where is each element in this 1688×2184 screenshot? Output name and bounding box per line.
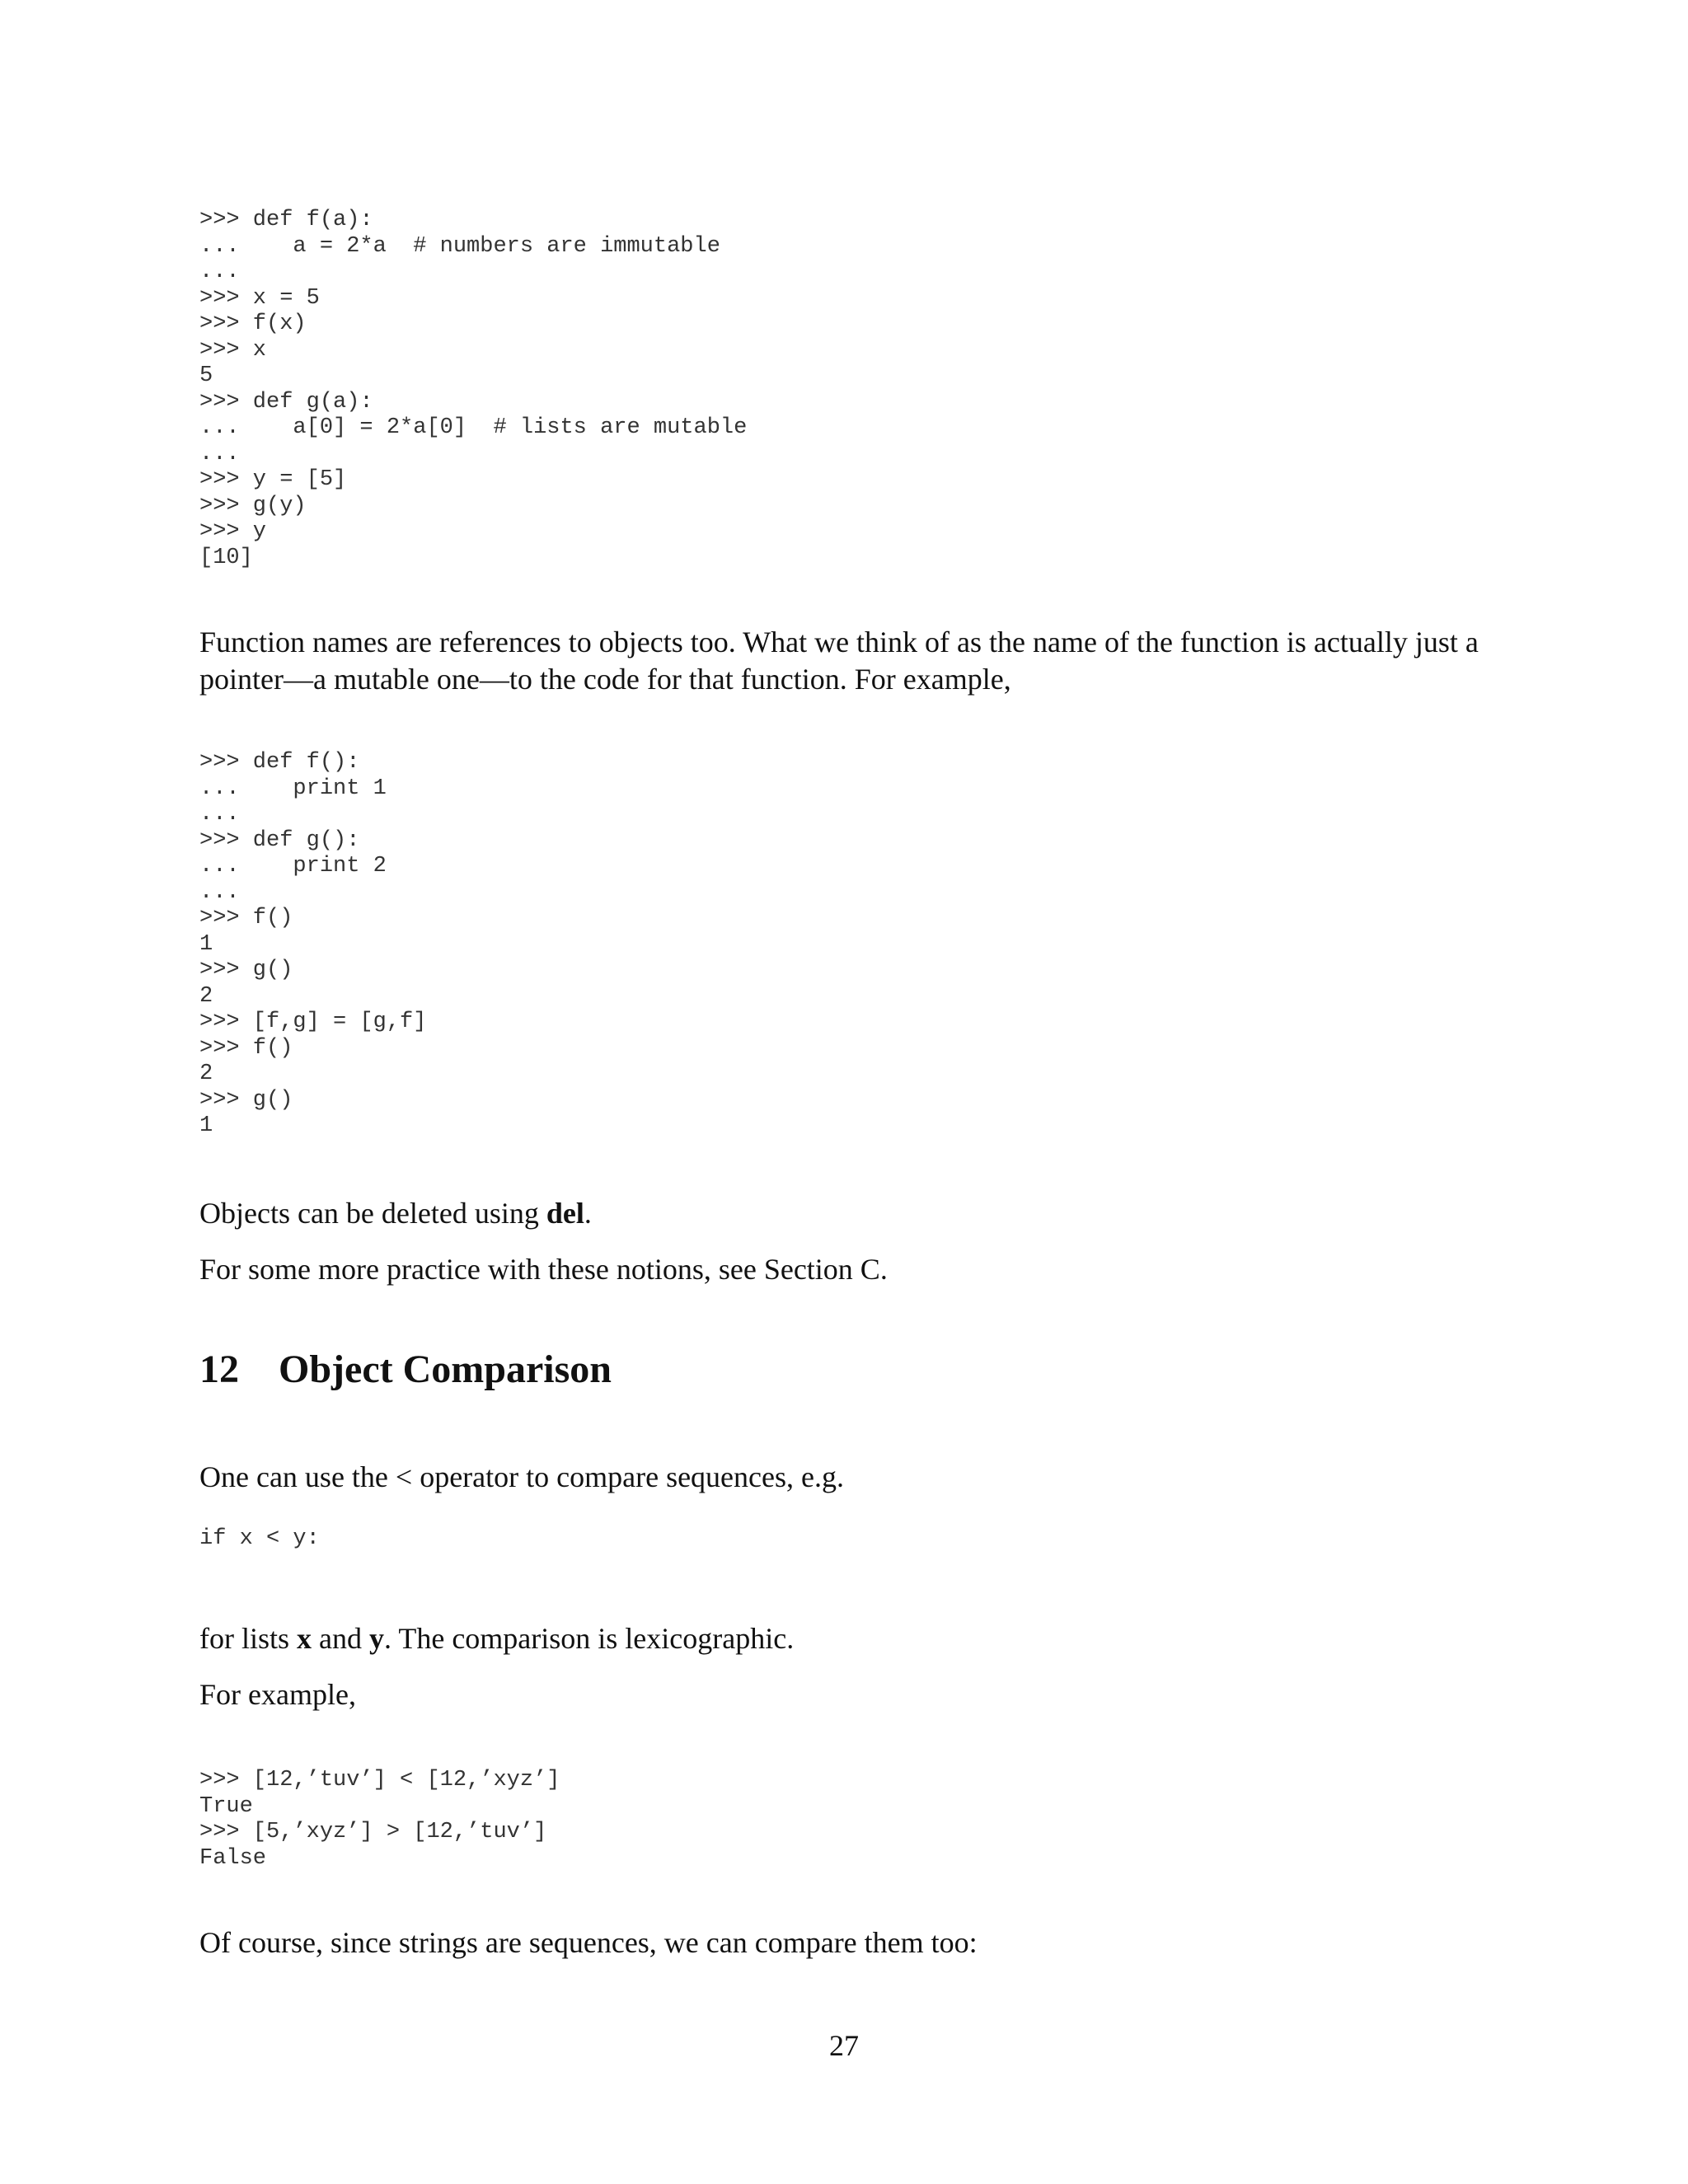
paragraph-lists-text: for lists — [199, 1622, 298, 1655]
code-line: >>> def f(a): — [199, 208, 373, 232]
page-number: 27 — [829, 2029, 859, 2062]
code-block-list-comparison — [199, 1768, 560, 1872]
section-heading — [199, 1345, 612, 1394]
paragraph-for-example: For example, — [199, 1678, 356, 1711]
code-line: >>> def g(a): — [199, 389, 373, 415]
section-title: Object Comparison — [279, 1347, 612, 1391]
code-line: >>> def g(): — [199, 827, 360, 853]
code-line: >>> f() — [199, 906, 293, 930]
code-block-mutability — [199, 208, 747, 571]
code-line: if x < y: — [199, 1526, 320, 1551]
code-line: >>> g() — [199, 958, 293, 982]
code-line: 5 — [199, 363, 213, 388]
code-line: [10] — [199, 545, 253, 570]
code-line: ... print 2 — [199, 854, 387, 879]
code-line: ... — [199, 802, 240, 827]
code-line: >>> x = 5 — [199, 285, 320, 311]
paragraph-function-names: Function names are references to objects too. What we think of as the name of the function is actually just a pointer—a mutable one—to the code for that function. For example, — [199, 626, 1479, 696]
code-line: 2 — [199, 983, 213, 1009]
paragraph-lists-middle: and — [312, 1622, 369, 1655]
code-line: 1 — [199, 931, 213, 957]
code-line: >>> x — [199, 337, 267, 363]
code-line: 2 — [199, 1062, 213, 1086]
code-line: ... — [199, 260, 240, 284]
del-keyword: del — [546, 1197, 584, 1230]
paragraph-del-text: Objects can be deleted using — [199, 1197, 546, 1230]
code-line: >>> y — [199, 519, 267, 544]
code-line: False — [199, 1845, 267, 1871]
code-line: >>> y = [5] — [199, 467, 347, 492]
code-line: ... print 1 — [199, 776, 387, 801]
code-line: >>> f() — [199, 1035, 293, 1061]
code-block-comparison — [199, 1526, 320, 1553]
code-line: ... a[0] = 2*a[0] # lists are mutable — [199, 415, 748, 440]
code-line: True — [199, 1793, 253, 1819]
code-block-function-swap — [199, 750, 426, 1140]
code-line: ... — [199, 441, 240, 466]
paragraph-lists-end: . The comparison is lexicographic. — [384, 1622, 795, 1655]
paragraph-del — [199, 1195, 1502, 1232]
paragraph-del-end: . — [584, 1197, 592, 1230]
paragraph-strings: Of course, since strings are sequences, we can compare them too: — [199, 1926, 978, 1959]
paragraph-practice: For some more practice with these notions, see Section C. — [199, 1253, 888, 1286]
code-line: >>> g(y) — [199, 493, 307, 518]
section-number: 12 — [199, 1347, 239, 1391]
variable-x: x — [297, 1622, 312, 1655]
code-line: >>> [f,g] = [g,f] — [199, 1010, 427, 1034]
code-line: ... — [199, 879, 240, 905]
paragraph-lists — [199, 1620, 1502, 1657]
code-line: ... a = 2*a # numbers are immutable — [199, 233, 720, 259]
code-line: 1 — [199, 1113, 213, 1138]
code-line: >>> def f(): — [199, 750, 360, 775]
code-line: >>> [5,’xyz’] > [12,’tuv’] — [199, 1820, 547, 1844]
code-line: >>> g() — [199, 1087, 293, 1113]
code-line: >>> f(x) — [199, 312, 307, 336]
paragraph-operator: One can use the < operator to compare sequences, e.g. — [199, 1460, 844, 1493]
code-line: >>> [12,’tuv’] < [12,’xyz’] — [199, 1768, 560, 1793]
variable-y: y — [369, 1622, 384, 1655]
